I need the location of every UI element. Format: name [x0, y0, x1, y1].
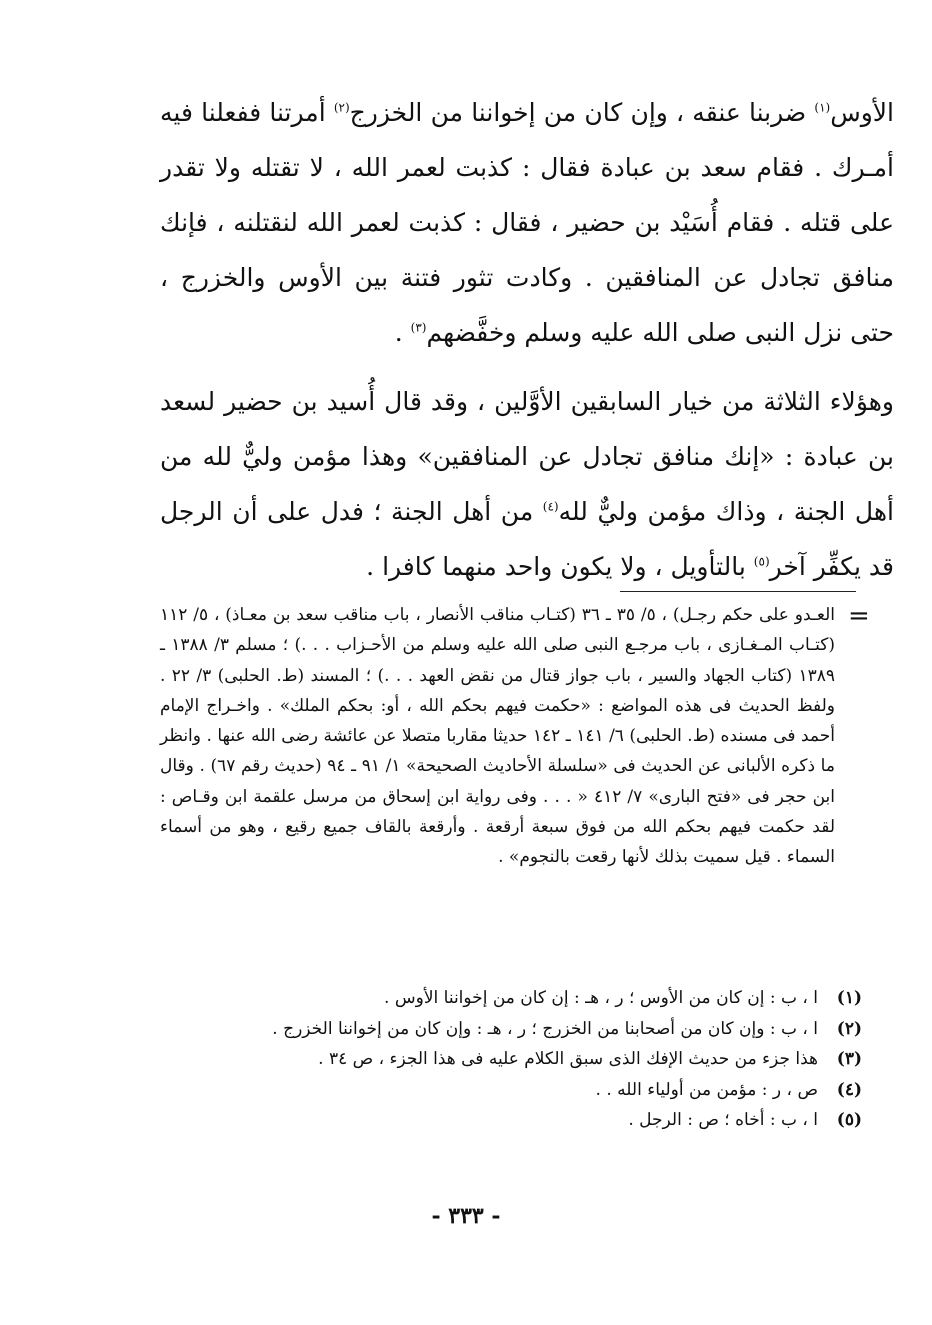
footnote-number: (١): [836, 988, 862, 1008]
footnote-number: (٥): [836, 1110, 862, 1130]
continued-footnote: العـدو على حكم رجـل) ، ٥/ ٣٥ ـ ٣٦ (كتـاب مناقب الأنصار ، باب مناقب سعد بن معـاذ) ، ٥/ ١١٢ (كتـاب المـغـازى ، باب مرجـع النبى صلى الله عليه وسلم من الأحـزاب . . .) ؛ مسلم ٣/ ١٣٨٨ ـ ١٣٨٩ (كتاب الجهاد والسير ، باب جواز قتال من نقض العهد . . .) ؛ المسند (ط. الحلبى) ٣/ ٢٢ . ولفظ الحديث فى هذه المواضع : «حكمت فيهم بحكم الله ، أو: بحكم الملك» . واخـراج الإمام أحمد فى مسنده (ط. الحلبى) ٦/ ١٤١ ـ ١٤٢ حديثا مقاربا متصلا عن عائشة رضى الله عنها . وانظر ما ذكره الألبانى عن الحديث فى «سلسلة الأحاديث الصحيحة» ١/ ٩١ ـ ٩٤ (حديث رقم ٦٧) . وقال ابن حجر فى «فتح البارى» ٧/ ٤١٢ « . . . وفى رواية ابن إسحاق من مرسل علقمة ابن وقـاص : لقد حكمت فيهم بحكم الله من فوق سبعة أرقعة . وأرقعة بالقاف جميع رقيع ، وهو من أسماء السماء . قيل سميت بذلك لأنها رقعت بالنجوم» .: [160, 605, 835, 868]
footnote-4: [160, 1075, 862, 1106]
footnote-marker-2[interactable]: (٢): [333, 100, 350, 115]
text-run: من أهل الجنة ؛ فدل على أن الرجل قد يكفِّر آخر: [160, 497, 894, 581]
footnote-5: [160, 1105, 862, 1136]
continuation-marker: =: [848, 601, 870, 631]
text-run: بالتأويل ، ولا يكون واحد منهما كافرا .: [366, 552, 754, 581]
footnote-2: [160, 1014, 862, 1045]
footnote-marker-4[interactable]: (٤): [542, 499, 559, 514]
footnote-text: ص ، ر : مؤمن من أولياء الله . .: [595, 1079, 818, 1100]
paragraph-2: [160, 374, 894, 594]
text-run: .: [394, 318, 411, 347]
footnote-text: ا ، ب : أخاه ؛ ص : الرجل .: [628, 1110, 818, 1130]
footnote-number: (٣): [836, 1049, 862, 1069]
footnote-marker-1[interactable]: (١): [814, 100, 831, 115]
text-run: أمرتنا ففعلنا فيه أمـرك . فقام سعد بن عبادة فقال : كذبت لعمر الله ، لا تقتله ولا تقدر على قتله . فقام أُسَيْد بن حضير ، فقال : كذبت لعمر الله لنقتلنه ، فإنك منافق تجادل عن المنافقين . وكادت تثور فتنة بين الأوس والخزرج ، حتى نزل النبى صلى الله عليه وسلم وخفَّضهم: [160, 98, 894, 347]
footnote-text: ا ، ب : إن كان من الأوس ؛ ر ، هـ : إن كان من إخواننا الأوس .: [384, 988, 818, 1008]
footnote-number: (٢): [836, 1018, 862, 1039]
footnote-separator: [620, 591, 856, 592]
paragraph-1: [160, 85, 894, 360]
footnote-list: [160, 983, 862, 1136]
footnote-marker-5[interactable]: (٥): [753, 554, 770, 569]
main-text: [160, 85, 894, 594]
footnote-number: (٤): [836, 1079, 862, 1100]
text-run: وهؤلاء الثلاثة من خيار السابقين الأوَّلين ، وقد قال أُسيد بن حضير لسعد بن عبادة : «إنك منافق تجادل عن المنافقين» وهذا مؤمن وليٌّ لله من أهل الجنة ، وذاك مؤمن وليٌّ لله: [160, 387, 894, 526]
footnote-text: ا ، ب : وإن كان من أصحابنا من الخزرج ؛ ر ، هـ : وإن كان من إخواننا الخزرج .: [272, 1018, 818, 1039]
footnote-text: هذا جزء من حديث الإفك الذى سبق الكلام عليه فى هذا الجزء ، ص ٣٤ .: [318, 1049, 818, 1069]
footnote-3: [160, 1044, 862, 1075]
text-run: الأوس: [830, 98, 894, 127]
footnote-marker-3[interactable]: (٣): [410, 320, 427, 335]
page-number: - ٣٣٣ -: [431, 1203, 501, 1229]
text-run: ضربنا عنقه ، وإن كان من إخواننا من الخزرج: [349, 98, 815, 127]
footnote-1: [160, 983, 862, 1014]
